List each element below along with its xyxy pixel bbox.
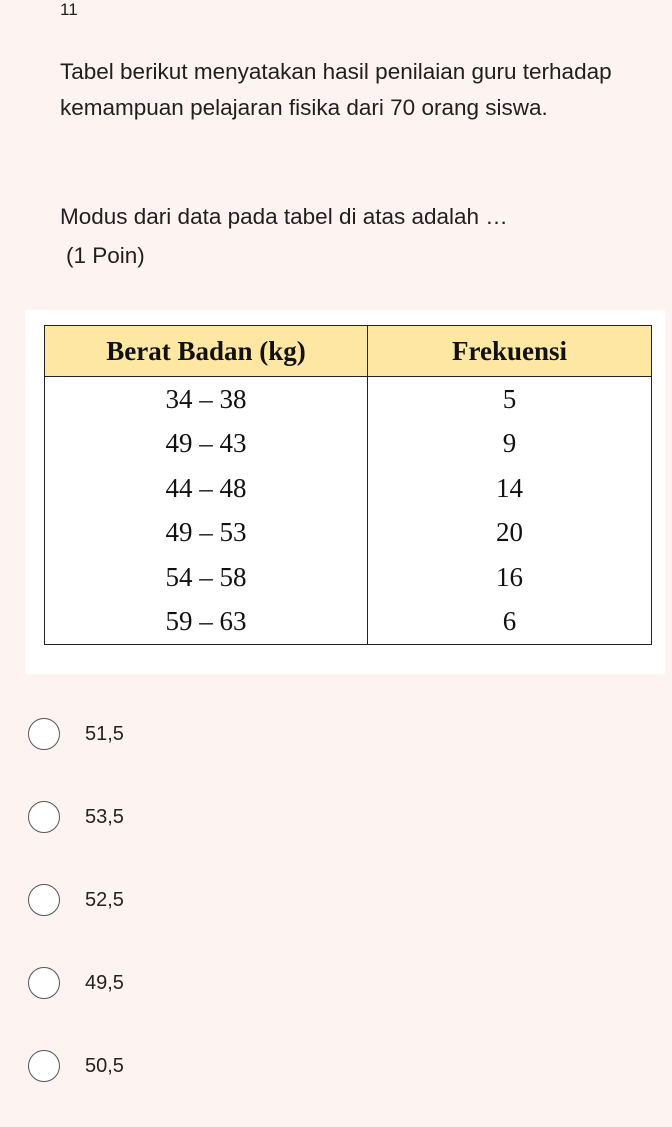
table-row: [45, 466, 652, 511]
answer-option-label[interactable]: 52,5: [85, 888, 124, 911]
radio-circle-icon[interactable]: [28, 884, 60, 916]
frequency-cell: 16: [368, 555, 652, 600]
answer-options: [28, 712, 124, 1127]
frequency-table: [44, 325, 652, 645]
weight-interval-cell: 34 – 38: [45, 377, 368, 422]
question-figure: [25, 310, 665, 674]
question-number: 11: [60, 0, 78, 19]
answer-option-2[interactable]: [28, 795, 124, 839]
radio-circle-icon[interactable]: [28, 718, 60, 750]
table-row: [45, 555, 652, 600]
question-text: Tabel berikut menyatakan hasil penilaian guru terhadap kemampuan pelajaran fisika dari 70 orang siswa.: [60, 59, 612, 120]
answer-option-5[interactable]: [28, 1044, 124, 1088]
frequency-cell: 6: [368, 600, 652, 645]
table-row: [45, 600, 652, 645]
column-header-weight: Berat Badan (kg): [45, 326, 368, 377]
frequency-cell: 20: [368, 511, 652, 556]
radio-circle-icon[interactable]: [28, 967, 60, 999]
points-label: (1 Poin): [66, 243, 145, 268]
weight-interval-cell: 49 – 43: [45, 422, 368, 467]
table-header-row: [45, 326, 652, 377]
weight-interval-cell: 49 – 53: [45, 511, 368, 556]
weight-interval-cell: 54 – 58: [45, 555, 368, 600]
answer-option-label[interactable]: 50,5: [85, 1054, 124, 1077]
table-row: [45, 422, 652, 467]
column-header-frequency: Frekuensi: [368, 326, 652, 377]
frequency-cell: 14: [368, 466, 652, 511]
weight-interval-cell: 59 – 63: [45, 600, 368, 645]
answer-option-1[interactable]: [28, 712, 124, 756]
answer-option-label[interactable]: 49,5: [85, 971, 124, 994]
table-row: [45, 511, 652, 556]
answer-option-label[interactable]: 51,5: [85, 722, 124, 745]
table-row: [45, 377, 652, 422]
frequency-cell: 5: [368, 377, 652, 422]
question-prompt: Modus dari data pada tabel di atas adalah …: [60, 204, 508, 229]
weight-interval-cell: 44 – 48: [45, 466, 368, 511]
frequency-cell: 9: [368, 422, 652, 467]
answer-option-4[interactable]: [28, 961, 124, 1005]
answer-option-label[interactable]: 53,5: [85, 805, 124, 828]
answer-option-3[interactable]: [28, 878, 124, 922]
radio-circle-icon[interactable]: [28, 1050, 60, 1082]
radio-circle-icon[interactable]: [28, 801, 60, 833]
